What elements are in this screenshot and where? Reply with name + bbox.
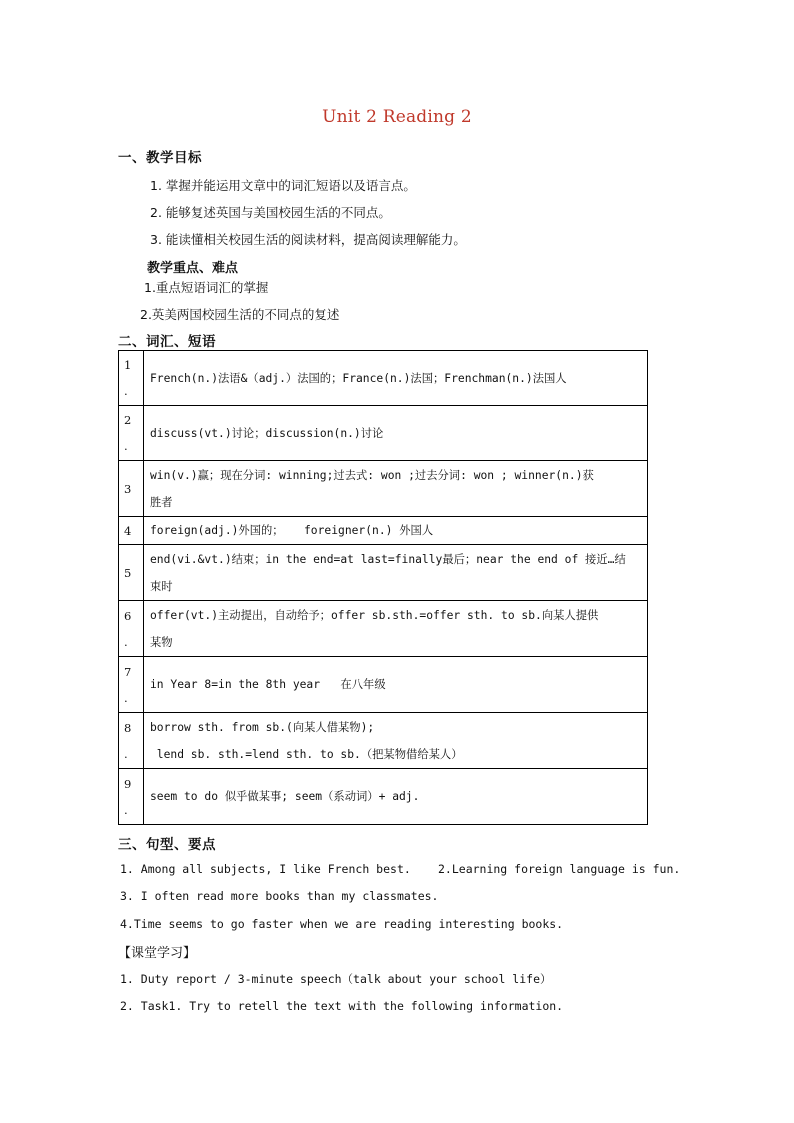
row-number: 5 <box>119 545 144 601</box>
section-heading-vocabulary: 二、词汇、短语 <box>118 334 216 350</box>
table-row <box>119 406 648 461</box>
page-title: Unit 2 Reading 2 <box>322 107 472 127</box>
sentence-2: 2.Learning foreign language is fun. <box>438 862 681 876</box>
class-study-heading: 【课堂学习】 <box>118 946 197 961</box>
class-item-1: 1. Duty report / 3-minute speech（talk about your school life） <box>120 972 552 986</box>
row-content: foreign(adj.)外国的； foreigner(n.) 外国人 <box>144 517 648 545</box>
section-heading-objectives: 一、教学目标 <box>118 150 202 166</box>
section-heading-sentences: 三、句型、要点 <box>118 837 216 853</box>
class-item-2: 2. Task1. Try to retell the text with the following information. <box>120 999 564 1013</box>
row-content: discuss(vt.)讨论；discussion(n.)讨论 <box>144 406 648 461</box>
row-content: in Year 8=in the 8th year 在八年级 <box>144 657 648 713</box>
row-content: borrow sth. from sb.(向某人借某物); lend sb. sth.=lend sth. to sb.（把某物借给某人） <box>144 713 648 769</box>
row-number: 2 . <box>119 406 144 461</box>
row-number: 8 . <box>119 713 144 769</box>
objective-item-1: 1. 掌握并能运用文章中的词汇短语以及语言点。 <box>150 178 416 193</box>
table-row <box>119 351 648 406</box>
sentence-4: 4.Time seems to go faster when we are reading interesting books. <box>120 917 564 931</box>
table-row <box>119 601 648 657</box>
table-row <box>119 769 648 825</box>
key-point-1: 1.重点短语词汇的掌握 <box>144 280 269 295</box>
row-number: 9 . <box>119 769 144 825</box>
objective-item-3: 3. 能读懂相关校园生活的阅读材料，提高阅读理解能力。 <box>150 232 466 247</box>
row-number: 3 <box>119 461 144 517</box>
row-number: 7 . <box>119 657 144 713</box>
table-row <box>119 545 648 601</box>
table-row <box>119 517 648 545</box>
row-content: end(vi.&vt.)结束；in the end=at last=finally最后；near the end of 接近…结 束时 <box>144 545 648 601</box>
key-point-2: 2.英美两国校园生活的不同点的复述 <box>140 307 340 322</box>
row-content: French(n.)法语&（adj.）法国的；France(n.)法国；Frenchman(n.)法国人 <box>144 351 648 406</box>
vocabulary-table <box>118 350 648 825</box>
objective-item-2: 2. 能够复述英国与美国校园生活的不同点。 <box>150 205 391 220</box>
key-points-heading: 教学重点、难点 <box>147 261 239 276</box>
sentence-3: 3. I often read more books than my classmates. <box>120 889 439 903</box>
row-number: 1 . <box>119 351 144 406</box>
row-content: win(v.)赢；现在分词: winning;过去式: won ;过去分词: won ; winner(n.)获 胜者 <box>144 461 648 517</box>
table-row <box>119 657 648 713</box>
table-row <box>119 713 648 769</box>
table-row <box>119 461 648 517</box>
sentence-1: 1. Among all subjects, I like French best. <box>120 862 411 876</box>
row-content: offer(vt.)主动提出，自动给予；offer sb.sth.=offer sth. to sb.向某人提供 某物 <box>144 601 648 657</box>
row-content: seem to do 似乎做某事; seem（系动词）+ adj. <box>144 769 648 825</box>
row-number: 4 <box>119 517 144 545</box>
row-number: 6 . <box>119 601 144 657</box>
